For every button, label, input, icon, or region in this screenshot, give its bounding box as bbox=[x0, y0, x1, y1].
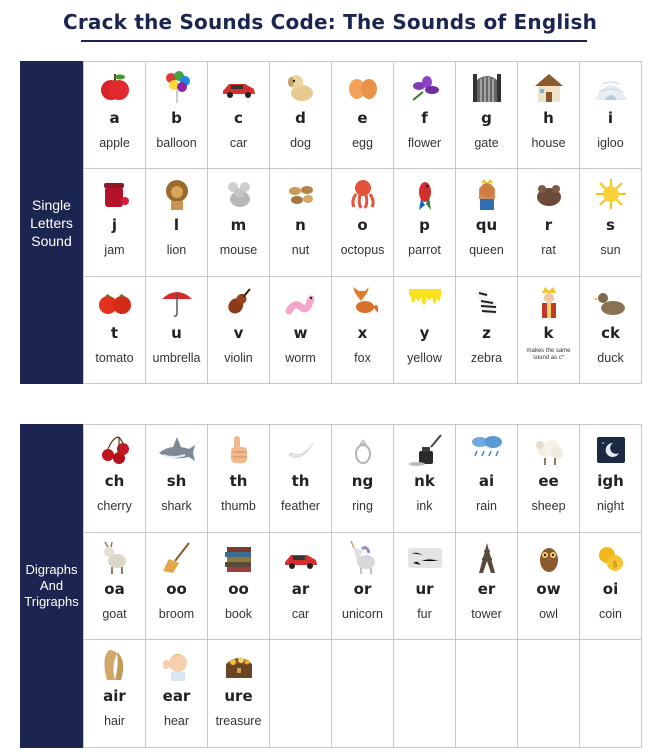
sound-letters: i bbox=[607, 109, 614, 127]
ink-icon bbox=[407, 433, 443, 467]
sound-card bbox=[208, 425, 270, 533]
sheep-icon bbox=[531, 433, 567, 467]
example-word: sheep bbox=[531, 499, 566, 513]
example-word: parrot bbox=[408, 243, 441, 258]
tomato-icon bbox=[97, 285, 133, 319]
house-icon bbox=[531, 70, 567, 104]
sound-letters: w bbox=[293, 323, 308, 342]
example-word: lion bbox=[166, 243, 187, 258]
sound-card bbox=[270, 533, 332, 641]
empty-cell bbox=[580, 640, 642, 748]
sound-letters: u bbox=[171, 323, 182, 342]
example-word: shark bbox=[161, 499, 192, 513]
sound-card bbox=[456, 425, 518, 533]
sound-card bbox=[84, 425, 146, 533]
sound-card bbox=[208, 277, 270, 384]
sound-letters: ai bbox=[478, 472, 495, 490]
sound-card bbox=[394, 425, 456, 533]
sound-card bbox=[456, 169, 518, 276]
coin-icon bbox=[593, 541, 629, 575]
example-word: mouse bbox=[219, 243, 258, 258]
sound-card bbox=[146, 277, 208, 384]
octopus-icon bbox=[345, 177, 381, 211]
sound-letters: e bbox=[357, 109, 368, 127]
sound-card bbox=[332, 62, 394, 169]
example-word: book bbox=[224, 606, 253, 621]
sound-letters: th bbox=[291, 472, 310, 490]
digraphs-section bbox=[20, 424, 642, 748]
example-word: egg bbox=[352, 136, 373, 150]
sound-card bbox=[394, 62, 456, 169]
example-word: house bbox=[531, 136, 566, 150]
example-word: hair bbox=[104, 714, 125, 729]
king-icon bbox=[531, 285, 567, 319]
sound-letters: k bbox=[543, 323, 554, 342]
example-word: igloo bbox=[597, 136, 624, 150]
svg-text:$: $ bbox=[611, 559, 618, 570]
flower-icon bbox=[407, 70, 443, 104]
sound-card bbox=[456, 62, 518, 169]
example-word: ring bbox=[352, 499, 373, 513]
example-word: violin bbox=[224, 350, 253, 365]
sound-card bbox=[208, 640, 270, 748]
sound-letters: o bbox=[357, 216, 368, 235]
zebra-icon bbox=[469, 285, 505, 319]
example-word: cherry bbox=[97, 499, 132, 513]
sound-card bbox=[146, 425, 208, 533]
sound-card bbox=[84, 277, 146, 384]
section-label-line: Letters bbox=[30, 214, 73, 231]
section-label-line: Sound bbox=[31, 232, 72, 249]
example-word: broom bbox=[158, 606, 195, 621]
sound-card bbox=[518, 62, 580, 169]
example-word: coin bbox=[599, 606, 622, 621]
example-word: goat bbox=[102, 606, 127, 621]
sound-card bbox=[84, 62, 146, 169]
sound-letters: oo bbox=[166, 579, 187, 598]
sound-letters: th bbox=[229, 472, 248, 490]
example-word: ink bbox=[416, 499, 433, 513]
sound-letters: oi bbox=[602, 579, 619, 598]
nut-icon bbox=[283, 177, 319, 211]
sound-letters: qu bbox=[475, 216, 498, 235]
tower-icon bbox=[469, 541, 505, 575]
sound-letters: ur bbox=[415, 579, 434, 598]
example-word: queen bbox=[469, 243, 504, 258]
sound-letters: or bbox=[353, 579, 372, 598]
single-letters-section bbox=[20, 61, 642, 384]
section-label-line: Single bbox=[32, 196, 71, 213]
sound-card bbox=[456, 533, 518, 641]
sound-letters: d bbox=[295, 109, 306, 127]
example-word: feather bbox=[281, 499, 320, 513]
example-word: night bbox=[596, 499, 625, 513]
thumb-icon bbox=[221, 433, 257, 467]
rat-icon bbox=[531, 177, 567, 211]
example-word: umbrella bbox=[152, 350, 201, 365]
fur-icon bbox=[407, 541, 443, 575]
sound-letters: ure bbox=[224, 687, 253, 706]
sound-letters: l bbox=[173, 216, 180, 235]
sound-card bbox=[270, 425, 332, 533]
sound-letters: igh bbox=[597, 472, 624, 490]
sound-letters: j bbox=[111, 216, 118, 235]
parrot-icon bbox=[407, 177, 443, 211]
sound-note: makes the same sound as c* bbox=[526, 347, 571, 361]
sound-letters: b bbox=[171, 109, 182, 127]
empty-cell bbox=[456, 640, 518, 748]
sound-grid bbox=[83, 61, 642, 384]
example-word: dog bbox=[290, 136, 311, 150]
apple-icon bbox=[97, 70, 133, 104]
example-word: gate bbox=[474, 136, 499, 150]
sound-card bbox=[84, 533, 146, 641]
cherry-icon bbox=[97, 433, 133, 467]
empty-cell bbox=[270, 640, 332, 748]
sound-letters: nk bbox=[414, 472, 435, 490]
sound-letters: ng bbox=[351, 472, 374, 490]
umbrella-icon bbox=[159, 285, 195, 319]
section-label-line: Digraphs bbox=[25, 562, 78, 577]
sound-letters: g bbox=[481, 109, 492, 127]
mouse-icon bbox=[221, 177, 257, 211]
section-label-line: And bbox=[39, 578, 64, 593]
igloo-icon bbox=[593, 70, 629, 104]
egg-icon bbox=[345, 70, 381, 104]
sound-card bbox=[580, 533, 642, 641]
sound-card bbox=[580, 62, 642, 169]
unicorn-icon bbox=[345, 541, 381, 575]
sound-letters: oo bbox=[228, 579, 249, 598]
sound-card bbox=[580, 277, 642, 384]
hair-icon bbox=[97, 648, 133, 682]
example-word: worm bbox=[285, 350, 316, 365]
sound-letters: er bbox=[477, 579, 496, 598]
sound-card bbox=[518, 277, 580, 384]
shark-icon bbox=[159, 433, 195, 467]
sound-card bbox=[518, 425, 580, 533]
sound-card bbox=[456, 277, 518, 384]
sun-icon bbox=[593, 177, 629, 211]
feather-icon bbox=[283, 433, 319, 467]
sound-card bbox=[332, 533, 394, 641]
sound-card bbox=[146, 533, 208, 641]
sound-card bbox=[518, 169, 580, 276]
example-word: sun bbox=[600, 243, 621, 258]
example-word: fur bbox=[417, 606, 432, 621]
sound-card bbox=[394, 169, 456, 276]
example-word: treasure bbox=[215, 714, 262, 729]
section-label-line: Trigraphs bbox=[24, 594, 79, 609]
balloon-icon bbox=[159, 70, 195, 104]
lion-icon bbox=[159, 177, 195, 211]
sound-letters: air bbox=[103, 687, 126, 706]
sound-letters: a bbox=[109, 109, 120, 127]
sound-letters: h bbox=[543, 109, 554, 127]
section-label bbox=[20, 61, 83, 384]
example-word: tomato bbox=[95, 350, 134, 365]
sound-card bbox=[394, 533, 456, 641]
gate-icon bbox=[469, 70, 505, 104]
example-word: flower bbox=[407, 136, 442, 150]
sound-letters: x bbox=[357, 323, 368, 342]
example-word: yellow bbox=[407, 350, 442, 365]
sound-letters: ee bbox=[538, 472, 559, 490]
sound-letters: f bbox=[421, 109, 428, 127]
book-icon bbox=[221, 541, 257, 575]
night-icon bbox=[593, 433, 629, 467]
sound-letters: n bbox=[295, 216, 306, 235]
sound-letters: oa bbox=[104, 579, 125, 598]
example-word: owl bbox=[539, 606, 558, 621]
sound-letters: v bbox=[233, 323, 244, 342]
treasure-icon bbox=[221, 648, 257, 682]
example-word: duck bbox=[597, 350, 624, 365]
example-word: balloon bbox=[156, 136, 197, 150]
sound-letters: ch bbox=[104, 472, 125, 490]
example-word: thumb bbox=[221, 499, 256, 513]
sound-letters: ow bbox=[536, 579, 561, 598]
sound-letters: m bbox=[230, 216, 247, 235]
rain-icon bbox=[469, 433, 505, 467]
sound-letters: t bbox=[110, 323, 119, 342]
page-title: Crack the Sounds Code: The Sounds of English bbox=[62, 10, 598, 34]
example-word: tower bbox=[471, 606, 502, 621]
sound-letters: ear bbox=[162, 687, 191, 706]
example-word: unicorn bbox=[342, 606, 383, 621]
sound-letters: r bbox=[544, 216, 553, 235]
sound-card bbox=[332, 277, 394, 384]
sound-card bbox=[332, 169, 394, 276]
sound-card bbox=[394, 277, 456, 384]
queen-icon bbox=[469, 177, 505, 211]
sound-card bbox=[208, 169, 270, 276]
duck-icon bbox=[593, 285, 629, 319]
car-icon bbox=[283, 541, 319, 575]
sound-card bbox=[146, 640, 208, 748]
sound-card bbox=[270, 277, 332, 384]
empty-cell bbox=[394, 640, 456, 748]
sound-card bbox=[84, 169, 146, 276]
example-word: rain bbox=[476, 499, 497, 513]
dog-icon bbox=[283, 70, 319, 104]
example-word: jam bbox=[104, 243, 125, 258]
owl-icon bbox=[531, 541, 567, 575]
hear-icon bbox=[159, 648, 195, 682]
example-word: apple bbox=[99, 136, 130, 150]
example-word: nut bbox=[291, 243, 310, 258]
sound-card bbox=[84, 640, 146, 748]
sound-grid bbox=[83, 424, 642, 748]
worm-icon bbox=[283, 285, 319, 319]
empty-cell bbox=[518, 640, 580, 748]
sound-card bbox=[518, 533, 580, 641]
sound-card bbox=[270, 62, 332, 169]
section-label bbox=[20, 424, 83, 748]
broom-icon bbox=[159, 541, 195, 575]
car-icon bbox=[221, 70, 257, 104]
example-word: car bbox=[291, 606, 310, 621]
example-word: octopus bbox=[340, 243, 385, 258]
example-word: zebra bbox=[470, 350, 503, 365]
sound-card bbox=[332, 425, 394, 533]
sound-letters: sh bbox=[166, 472, 187, 490]
example-word: fox bbox=[354, 350, 371, 365]
sound-letters: z bbox=[482, 323, 491, 342]
sound-letters: ck bbox=[601, 323, 620, 342]
sound-card bbox=[146, 62, 208, 169]
example-word: hear bbox=[163, 714, 190, 729]
ring-icon bbox=[345, 433, 381, 467]
sound-card bbox=[270, 169, 332, 276]
sound-card bbox=[580, 169, 642, 276]
sound-letters: y bbox=[419, 323, 430, 342]
sound-letters: c bbox=[234, 109, 243, 127]
violin-icon bbox=[221, 285, 257, 319]
title-underline bbox=[81, 40, 587, 42]
sound-letters: p bbox=[419, 216, 430, 235]
sound-letters: s bbox=[606, 216, 615, 235]
sound-card bbox=[208, 533, 270, 641]
fox-icon bbox=[345, 285, 381, 319]
sound-card bbox=[146, 169, 208, 276]
example-word: rat bbox=[541, 243, 556, 258]
goat-icon bbox=[97, 541, 133, 575]
sound-letters: ar bbox=[291, 579, 310, 598]
sound-card bbox=[580, 425, 642, 533]
jam-icon bbox=[97, 177, 133, 211]
empty-cell bbox=[332, 640, 394, 748]
example-word: car bbox=[229, 136, 248, 150]
yellow-paint-icon bbox=[407, 285, 443, 319]
sound-card bbox=[208, 62, 270, 169]
